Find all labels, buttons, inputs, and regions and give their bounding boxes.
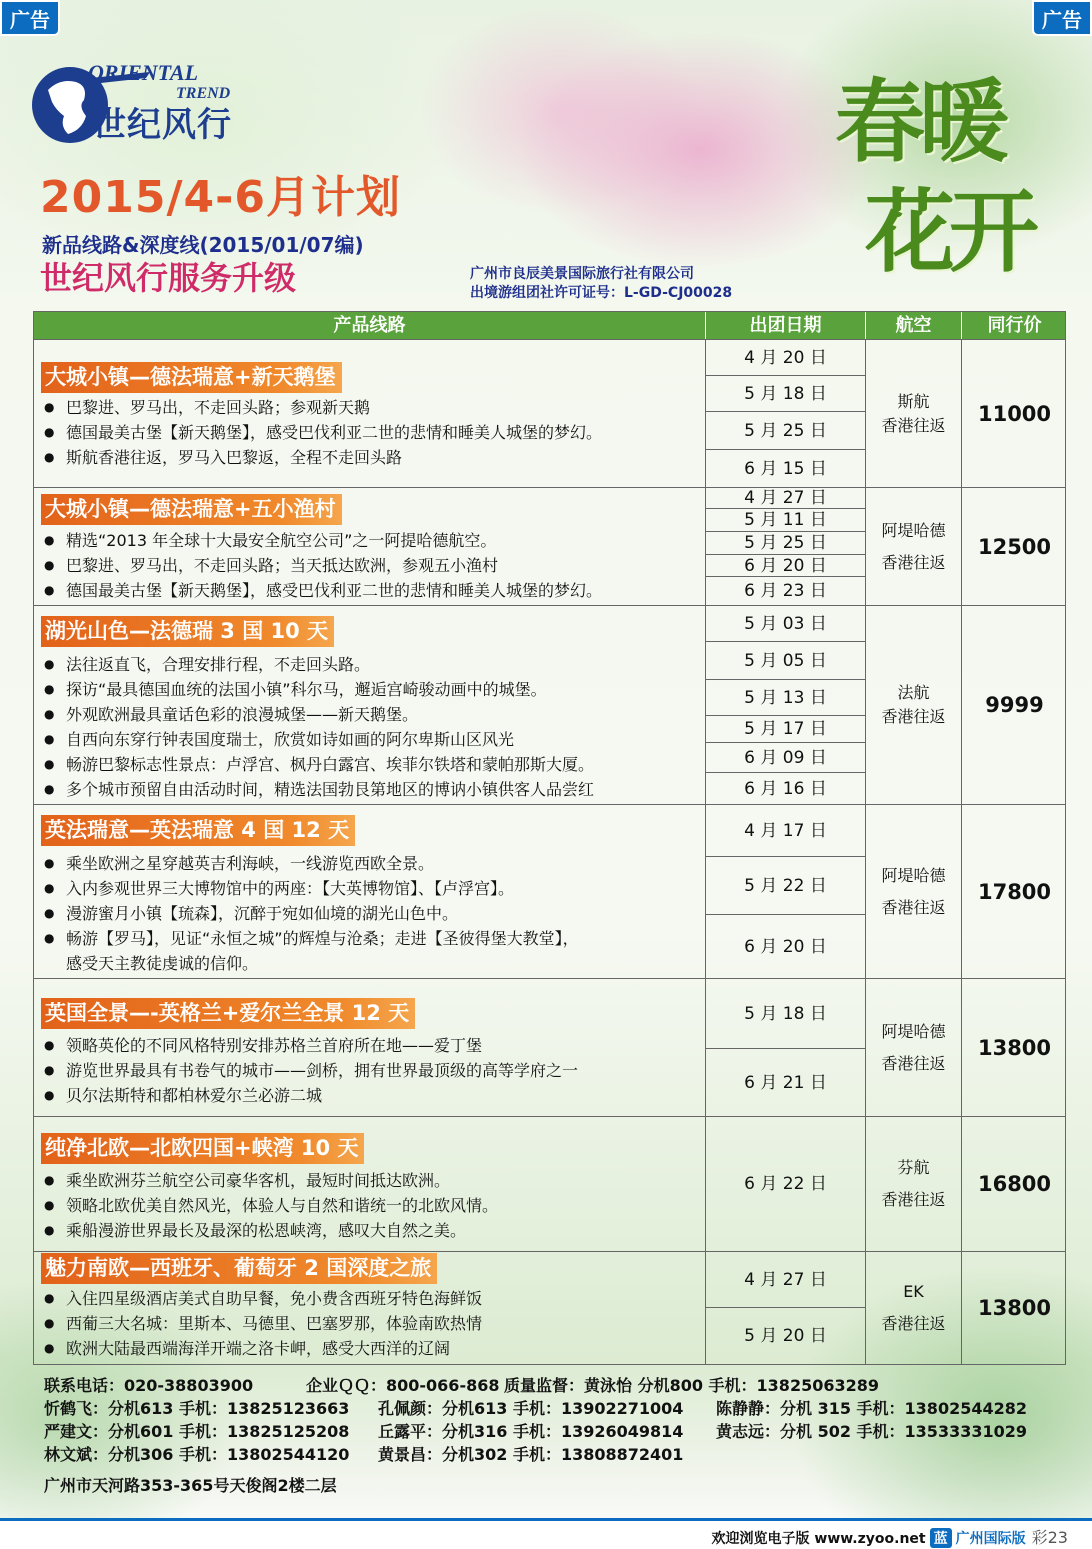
contact-quality: 质量监督：黄泳怡 分机800 手机：13825063289: [504, 1376, 880, 1395]
airline-cell: [866, 979, 962, 1116]
route-bullets: [44, 395, 602, 470]
departure-date: 6 月 09 日: [706, 743, 865, 773]
airline-cell: [866, 1117, 962, 1251]
contact-person: 严建文：分机601 手机：13825125208: [44, 1422, 350, 1441]
date-cell: [706, 606, 866, 804]
route-bullet-continuation: 感受天主教徒虔诚的信仰。: [66, 954, 259, 973]
route-bullet: ● 游览世界最具有书卷气的城市——剑桥，拥有世界最顶级的高等学府之一: [44, 1058, 578, 1083]
airline-name: 芬航: [897, 1158, 930, 1177]
company-info: [470, 265, 732, 303]
departure-date: 5 月 03 日: [706, 606, 865, 642]
price-cell: 13800: [977, 1035, 1052, 1060]
logo-text-cn: 世纪风行: [92, 105, 232, 145]
route-bullet: ● 乘船漫游世界最长及最深的松恩峡湾，感叹大自然之美。: [44, 1218, 498, 1243]
route-bullet: ● 乘坐欧洲之星穿越英吉利海峡，一线游览西欧全景。: [44, 851, 579, 876]
route-bullet: ● 巴黎进、罗马出，不走回头路；当天抵达欧洲，参观五小渔村: [44, 553, 602, 578]
departure-date: 5 月 18 日: [706, 979, 865, 1049]
route-cell: [34, 606, 706, 804]
route-bullet: ● 入内参观世界三大博物馆中的两座：【大英博物馆】、【卢浮宫】。: [44, 876, 579, 901]
route-bullets: [44, 1033, 578, 1108]
departure-date: 4 月 17 日: [706, 805, 865, 857]
departure-date: 5 月 22 日: [706, 857, 865, 915]
route-bullet: ● 乘坐欧洲芬兰航空公司豪华客机，最短时间抵达欧洲。: [44, 1168, 498, 1193]
route-bullet: ● 自西向东穿行钟表国度瑞士，欣赏如诗如画的阿尔卑斯山区风光: [44, 727, 594, 752]
route-bullet: ● 德国最美古堡【新天鹅堡】，感受巴伐利亚二世的悲情和睡美人城堡的梦幻。: [44, 420, 602, 445]
table-header: [34, 312, 1065, 340]
airline-name: 斯航: [897, 391, 930, 411]
route-bullets: [44, 851, 579, 976]
airline-cell: [866, 606, 962, 804]
route-bullets: [44, 528, 602, 603]
airline-route: 香港往返: [881, 897, 946, 917]
plan-title: 2015/4-6月计划: [40, 172, 402, 223]
contact-person: 陈静静：分机 315 手机：13802544282: [716, 1399, 1028, 1418]
footer-badge: 蓝: [930, 1528, 952, 1548]
departure-date: 5 月 18 日: [706, 376, 865, 412]
company-license: 出境游组团社许可证号：L-GD-CJ00028: [470, 285, 733, 301]
date-cell: [706, 1117, 866, 1251]
route-title: 纯净北欧—北欧四国+峡湾 10 天: [41, 1133, 364, 1164]
contact-row: [44, 1374, 1027, 1397]
contact-row: [44, 1420, 1027, 1443]
logo-text-en-2: TREND: [176, 85, 231, 102]
departure-date: 5 月 13 日: [706, 680, 865, 716]
date-cell: [706, 805, 866, 978]
route-bullet: ● 探访“最具德国血统的法国小镇”科尔马，邂逅宫崎骏动画中的城堡。: [44, 677, 594, 702]
ad-label-left: 广告: [0, 0, 60, 36]
airline-name: EK: [903, 1282, 924, 1301]
route-title: 英法瑞意—英法瑞意 4 国 12 天: [41, 815, 355, 846]
departure-date: 6 月 21 日: [744, 1073, 827, 1093]
footer-text: [712, 1525, 1068, 1548]
airline-cell: [866, 1252, 962, 1364]
departure-date: 6 月 23 日: [744, 581, 827, 601]
route-bullet: ● 领略英伦的不同风格特别安排苏格兰首府所在地——爱丁堡: [44, 1033, 578, 1058]
route-bullet: ● 精选“2013 年全球十大最安全航空公司”之一阿提哈德航空。: [44, 528, 602, 553]
departure-date: 5 月 25 日: [706, 412, 865, 450]
departure-date: 5 月 20 日: [744, 1326, 827, 1346]
route-title: 魅力南欧—西班牙、葡萄牙 2 国深度之旅: [41, 1253, 437, 1284]
route-section: [34, 488, 1065, 606]
airline-name: 阿堤哈德: [881, 1021, 946, 1041]
route-bullet: ● 德国最美古堡【新天鹅堡】，感受巴伐利亚二世的悲情和睡美人城堡的梦幻。: [44, 578, 602, 603]
price-cell: 11000: [977, 401, 1052, 426]
departure-date: 5 月 11 日: [706, 509, 865, 532]
route-bullet: ● 贝尔法斯特和都柏林爱尔兰必游二城: [44, 1083, 578, 1108]
contact-row: [44, 1397, 1027, 1420]
date-cell: [706, 340, 866, 487]
ad-label-right: 广告: [1032, 0, 1092, 36]
airline-route: 香港往返: [881, 1314, 946, 1333]
route-bullet: ● 西葡三大名城：里斯本、马德里、巴塞罗那，体验南欧热情: [44, 1311, 482, 1336]
route-cell: [34, 1252, 706, 1364]
contact-phone: 联系电话：020-38803900: [44, 1376, 254, 1395]
route-cell: [34, 805, 706, 978]
route-title: 湖光山色—法德瑞 3 国 10 天: [41, 616, 334, 647]
airline-route: 香港往返: [881, 552, 946, 572]
route-bullets: [44, 652, 594, 802]
page-number: 彩23: [1031, 1528, 1068, 1547]
departure-date: 6 月 22 日: [744, 1174, 827, 1194]
airline-route: 香港往返: [881, 415, 946, 435]
sub-title: 新品线路&深度线(2015/01/07编): [42, 233, 364, 257]
footer-bar: [0, 1518, 1092, 1549]
price-cell: 12500: [977, 534, 1052, 559]
departure-date: 6 月 16 日: [744, 779, 827, 799]
route-bullet: ● 领略北欧优美自然风光，体验人与自然和谐统一的北欧风情。: [44, 1193, 498, 1218]
departure-date: 6 月 20 日: [706, 555, 865, 577]
date-cell: [706, 488, 866, 605]
airline-route: 香港往返: [881, 1190, 946, 1209]
route-bullet: ● 斯航香港往返，罗马入巴黎返，全程不走回头路: [44, 445, 602, 470]
departure-date: 5 月 17 日: [706, 716, 865, 743]
contact-person: 丘露平：分机316 手机：13926049814: [378, 1422, 684, 1441]
contact-address: 广州市天河路353-365号天俊阁2楼二层: [44, 1476, 337, 1495]
route-bullet: ● 法往返直飞，合理安排行程，不走回头路。: [44, 652, 594, 677]
slogan: [835, 69, 1075, 302]
route-section: [34, 805, 1065, 979]
route-bullets: [44, 1168, 498, 1243]
route-cell: [34, 488, 706, 605]
route-section: [34, 1252, 1065, 1364]
route-bullet: ● 欧洲大陆最西端海洋开端之洛卡岬，感受大西洋的辽阔: [44, 1336, 482, 1361]
logo-text-en-1: ORIENTAL: [88, 60, 199, 85]
date-cell: [706, 979, 866, 1116]
contact-person: 黄景昌：分机302 手机：13808872401: [378, 1445, 684, 1464]
route-bullets: [44, 1286, 482, 1361]
route-cell: [34, 340, 706, 487]
airline-name: 法航: [897, 683, 930, 702]
airline-route: 香港往返: [881, 707, 946, 726]
route-section: [34, 340, 1065, 488]
contact-qq: 企业ＱＱ：800-066-868: [306, 1376, 500, 1395]
airline-name: 阿堤哈德: [881, 520, 946, 540]
contact-info: [44, 1374, 1027, 1497]
airline-cell: [866, 340, 962, 487]
contact-person: 忻鹤飞：分机613 手机：13825123663: [44, 1399, 350, 1418]
date-cell: [706, 1252, 866, 1364]
route-section: [34, 1117, 1065, 1252]
departure-date: 6 月 20 日: [744, 937, 827, 957]
route-cell: [34, 1117, 706, 1251]
footer-website[interactable]: 欢迎浏览电子版 www.zyoo.net: [711, 1531, 926, 1547]
route-bullet: ● 漫游蜜月小镇【琉森】，沉醉于宛如仙境的湖光山色中。: [44, 901, 579, 926]
route-title: 大城小镇—德法瑞意+五小渔村: [41, 494, 342, 525]
route-bullet: ● 多个城市预留自由活动时间，精选法国勃艮第地区的博讷小镇供客人品尝红: [44, 777, 594, 802]
contact-row: [44, 1443, 1027, 1466]
price-cell: 9999: [985, 693, 1044, 717]
price-cell: 17800: [977, 879, 1052, 904]
departure-date: 6 月 15 日: [744, 459, 827, 479]
route-bullet: ● 畅游巴黎标志性景点：卢浮宫、枫丹白露宫、埃菲尔铁塔和蒙帕那斯大厦。: [44, 752, 594, 777]
contact-person: 黄志远：分机 502 手机：13533331029: [716, 1422, 1028, 1441]
company-name: 广州市良辰美景国际旅行社有限公司: [470, 266, 694, 282]
slogan-line-1: 春暖: [835, 69, 1003, 175]
price-cell: 16800: [977, 1172, 1052, 1196]
departure-date: 5 月 25 日: [706, 532, 865, 555]
departure-date: 4 月 27 日: [706, 488, 865, 509]
upgrade-title: 世纪风行服务升级: [40, 259, 297, 297]
departure-date: 5 月 05 日: [706, 642, 865, 680]
route-section: [34, 606, 1065, 805]
route-section: [34, 979, 1065, 1117]
airline-name: 阿堤哈德: [881, 865, 946, 885]
route-title: 英国全景—-英格兰+爱尔兰全景 12 天: [41, 998, 415, 1029]
contact-person: 林文斌：分机306 手机：13802544120: [44, 1445, 350, 1464]
header-dates: 出团日期: [706, 312, 866, 339]
product-table: [33, 311, 1066, 1365]
header-route: 产品线路: [34, 312, 706, 339]
footer-edition: 广州国际版: [955, 1531, 1026, 1547]
route-title: 大城小镇—德法瑞意+新天鹅堡: [41, 362, 342, 393]
airline-cell: [866, 805, 962, 978]
contact-person: 孔佩颜：分机613 手机：13902271004: [378, 1399, 684, 1418]
header-airline: 航空: [866, 312, 962, 339]
price-cell: 13800: [977, 1296, 1052, 1320]
airline-route: 香港往返: [881, 1053, 946, 1073]
slogan-line-2: 花开: [865, 179, 1033, 285]
airline-cell: [866, 488, 962, 605]
route-bullet: ● 入住四星级酒店美式自助早餐，免小费含西班牙特色海鲜饭: [44, 1286, 482, 1311]
departure-date: 4 月 20 日: [706, 340, 865, 376]
departure-date: 4 月 27 日: [706, 1252, 865, 1308]
route-bullet: ● 巴黎进、罗马出，不走回头路；参观新天鹅: [44, 395, 602, 420]
route-bullet: ● 外观欧洲最具童话色彩的浪漫城堡——新天鹅堡。: [44, 702, 594, 727]
route-cell: [34, 979, 706, 1116]
route-bullet: ● 畅游【罗马】，见证“永恒之城”的辉煌与沧桑；走进【圣彼得堡大教堂】，: [44, 926, 579, 951]
header-price: 同行价: [987, 315, 1042, 336]
